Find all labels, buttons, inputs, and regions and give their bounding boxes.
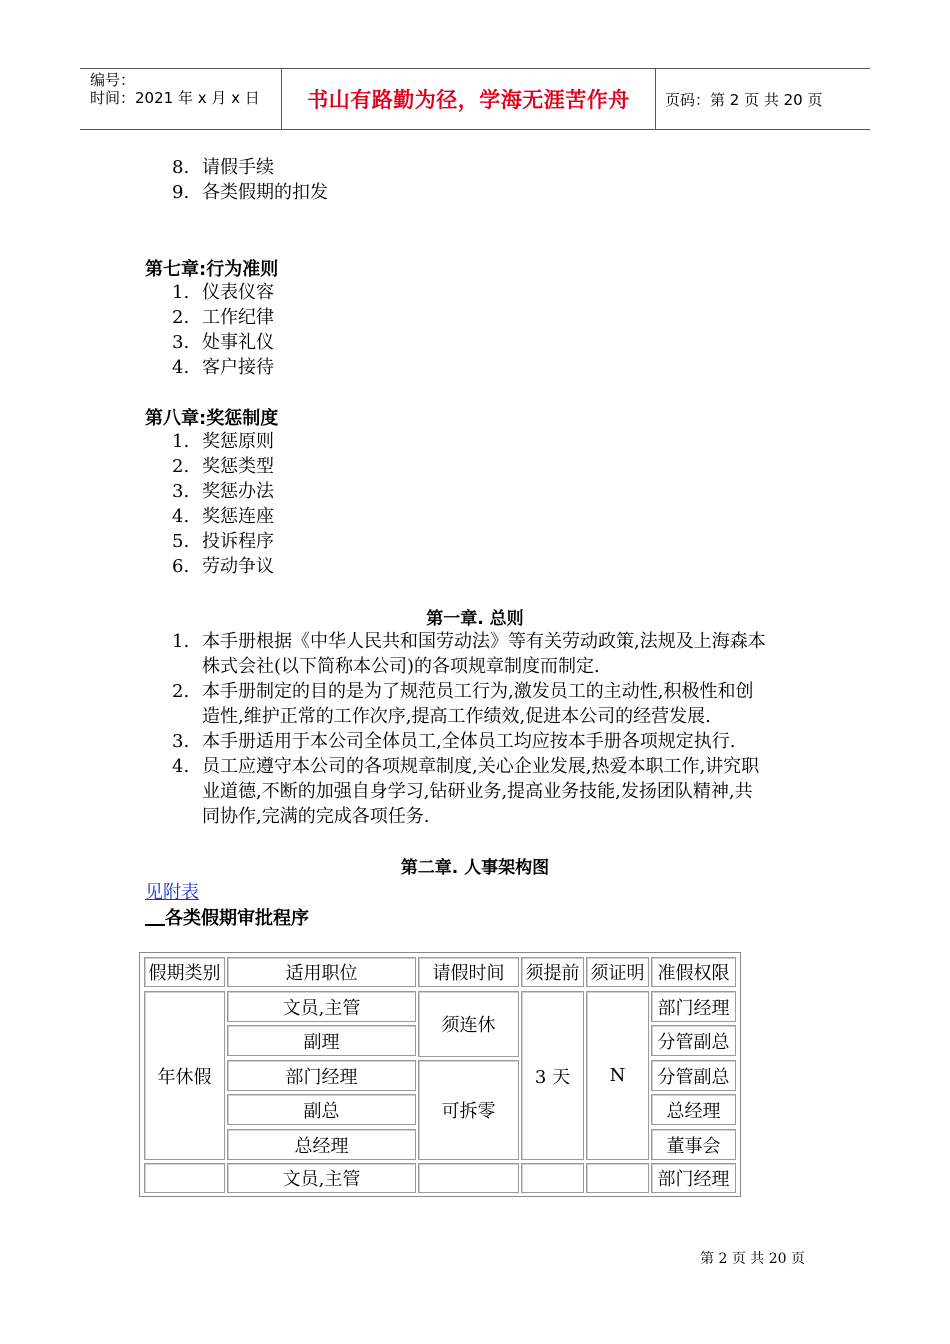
table-cell-proof: N [586, 991, 649, 1160]
list-item [172, 155, 274, 180]
list-number: 1. [172, 431, 190, 452]
table-cell-authority: 总经理 [651, 1094, 736, 1125]
list-item [172, 454, 274, 479]
subheading [145, 904, 309, 930]
table-cell-category: 年休假 [144, 991, 225, 1160]
list-text: 各类假期的扣发 [202, 182, 328, 203]
table-cell-time [418, 1163, 519, 1193]
list-item [172, 280, 274, 305]
list-item [172, 355, 274, 380]
subheading-text: 各类假期审批程序 [165, 908, 309, 929]
paragraph-line: 本手册根据《中华人民共和国劳动法》等有关劳动政策,法规及上海森本 [202, 631, 766, 652]
list-text: 投诉程序 [202, 531, 274, 552]
page-header [80, 68, 870, 130]
list-number: 3. [172, 481, 190, 502]
header-time: 时间：2021 年 x 月 x 日 [90, 89, 260, 107]
paragraph-number: 3. [172, 731, 190, 752]
appendix-link[interactable]: 见附表 [145, 882, 199, 903]
paragraph-number: 1. [172, 631, 190, 652]
leave-approval-table [139, 952, 741, 1197]
list-text: 工作纪律 [202, 307, 274, 328]
chapter-heading: 第七章:行为准则 [145, 259, 279, 280]
table-cell-position: 总经理 [227, 1129, 416, 1160]
table-cell-proof [586, 1163, 649, 1193]
table-cell-advance: 3 天 [521, 991, 584, 1160]
list-text: 请假手续 [202, 157, 274, 178]
table-cell-position: 副理 [227, 1025, 416, 1056]
list-text: 处事礼仪 [202, 332, 274, 353]
list-item [172, 504, 274, 529]
list-number: 2. [172, 307, 190, 328]
list-item [172, 479, 274, 504]
table-cell-authority: 董事会 [651, 1129, 736, 1160]
list-number: 2. [172, 456, 190, 477]
list-text: 劳动争议 [202, 556, 274, 577]
section-title: 第二章. 人事架构图 [400, 858, 550, 878]
list-number: 5. [172, 531, 190, 552]
list-number: 3. [172, 332, 190, 353]
paragraph [172, 754, 812, 829]
table-cell-category [144, 1163, 225, 1193]
paragraph [172, 729, 812, 754]
table-header: 须证明 [586, 957, 649, 987]
list-item [172, 554, 274, 579]
list-number: 4. [172, 506, 190, 527]
table-cell-advance [521, 1163, 584, 1193]
table-cell-time: 可拆零 [418, 1060, 519, 1160]
list-text: 仪表仪容 [202, 282, 274, 303]
list-item [172, 429, 274, 454]
table-header: 请假时间 [418, 957, 519, 987]
paragraph-line: 本手册适用于本公司全体员工,全体员工均应按本手册各项规定执行. [202, 731, 736, 752]
underline-mark [145, 908, 165, 926]
list-number: 9. [172, 182, 190, 203]
header-page-number: 页码：第 2 页 共 20 页 [665, 90, 823, 109]
table-header: 准假权限 [651, 957, 736, 987]
list-item [172, 305, 274, 330]
header-meta [90, 71, 260, 107]
list-text: 客户接待 [202, 357, 274, 378]
list-number: 1. [172, 282, 190, 303]
table-cell-authority: 分管副总 [651, 1060, 736, 1091]
chapter-heading: 第八章:奖惩制度 [145, 408, 279, 429]
list-number: 6. [172, 556, 190, 577]
table-header: 假期类别 [144, 957, 225, 987]
table-cell-authority: 部门经理 [651, 991, 736, 1022]
paragraph-line: 本手册制定的目的是为了规范员工行为,激发员工的主动性,积极性和创 [202, 681, 754, 702]
paragraph-number: 2. [172, 681, 190, 702]
table-cell-position: 文员,主管 [227, 1163, 416, 1193]
list-item [172, 529, 274, 554]
list-text: 奖惩原则 [202, 431, 274, 452]
header-motto: 书山有路勤为径，学海无涯苦作舟 [307, 88, 630, 112]
table-header: 须提前 [521, 957, 584, 987]
paragraph-number: 4. [172, 756, 190, 777]
list-text: 奖惩连座 [202, 506, 274, 527]
paragraph [172, 629, 812, 679]
table-header: 适用职位 [227, 957, 416, 987]
table-cell-position: 副总 [227, 1094, 416, 1125]
header-number: 编号： [90, 71, 136, 89]
header-divider [655, 69, 656, 129]
paragraph [172, 679, 812, 729]
list-item [172, 180, 328, 205]
list-item [172, 330, 274, 355]
section-title: 第一章. 总则 [426, 609, 524, 629]
table-cell-authority: 部门经理 [651, 1163, 736, 1193]
paragraph-line: 株式会社(以下简称本公司)的各项规章制度而制定. [202, 656, 600, 677]
table-cell-authority: 分管副总 [651, 1025, 736, 1056]
footer-page-number: 第 2 页 共 20 页 [700, 1251, 805, 1267]
list-text: 奖惩类型 [202, 456, 274, 477]
table-cell-position: 文员,主管 [227, 991, 416, 1022]
paragraph-line: 业道德,不断的加强自身学习,钻研业务,提高业务技能,发扬团队精神,共 [202, 781, 753, 802]
list-text: 奖惩办法 [202, 481, 274, 502]
paragraph-line: 同协作,完满的完成各项任务. [202, 806, 430, 827]
paragraph-line: 造性,维护正常的工作次序,提高工作绩效,促进本公司的经营发展. [202, 706, 711, 727]
table-cell-time: 须连休 [418, 991, 519, 1057]
table-cell-position: 部门经理 [227, 1060, 416, 1091]
paragraph-line: 员工应遵守本公司的各项规章制度,关心企业发展,热爱本职工作,讲究职 [202, 756, 760, 777]
list-number: 8. [172, 157, 190, 178]
list-number: 4. [172, 357, 190, 378]
